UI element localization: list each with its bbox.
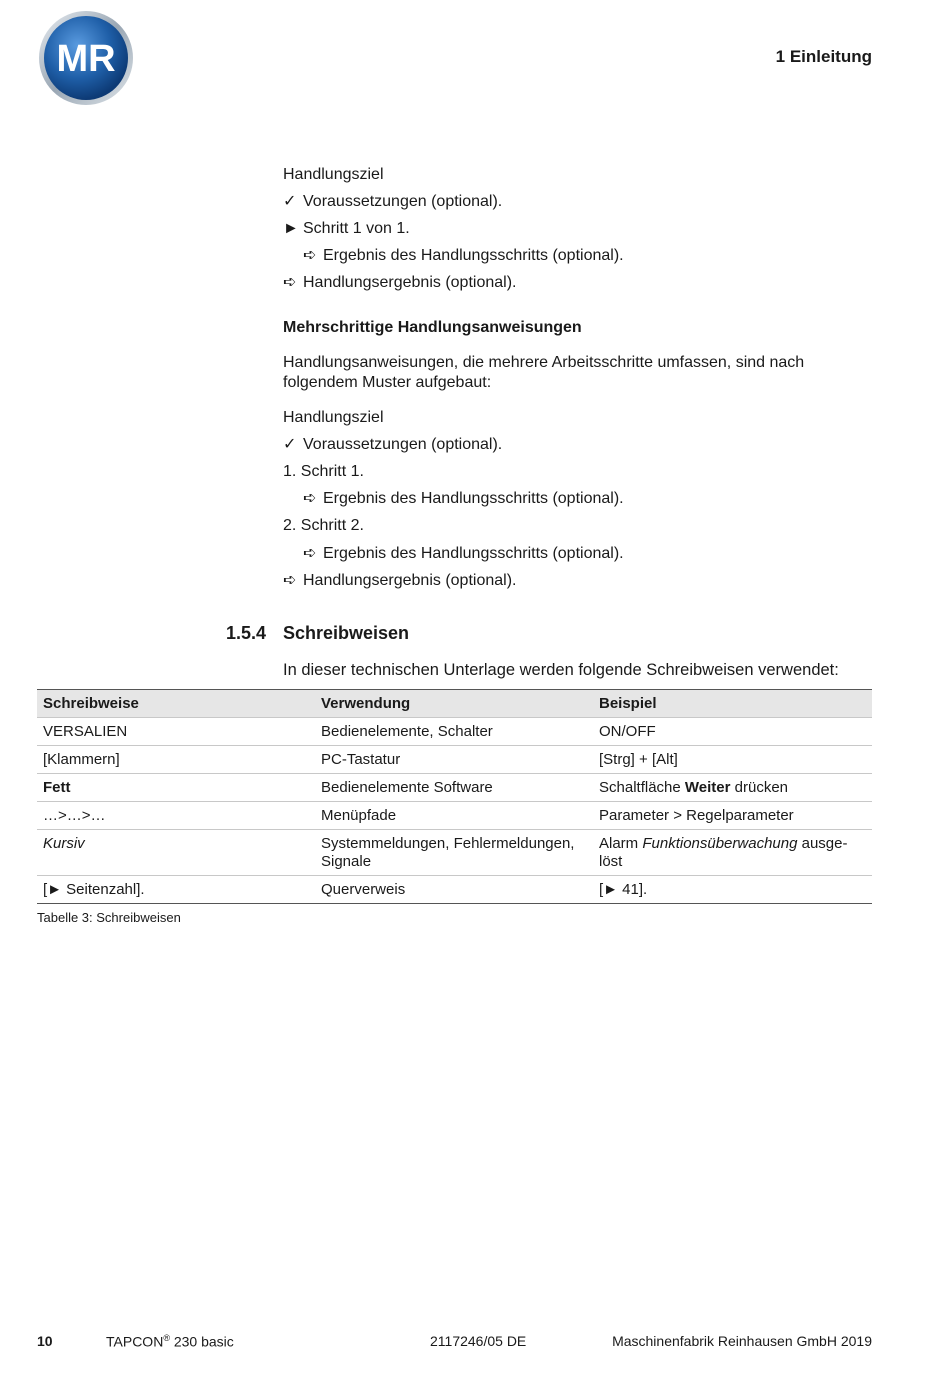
- step-2-result-line: [303, 544, 624, 564]
- product-suffix: 230 basic: [169, 1333, 234, 1350]
- step-result-text: Ergebnis des Handlungsschritts (optional).: [323, 247, 624, 264]
- column-header-verwendung: Verwendung: [315, 690, 593, 718]
- beispiel-text: drücken: [730, 779, 789, 796]
- table-row: [37, 746, 872, 774]
- cell-schreibweise: VERSALIEN: [37, 718, 315, 746]
- step-text: Schritt 1 von 1.: [303, 220, 410, 237]
- beispiel-italic: Funktionsüberwachung: [642, 835, 798, 852]
- triangle-right-icon: ►: [283, 220, 299, 237]
- mr-logo: [38, 10, 134, 106]
- cell-verwendung: Bedienelemente, Schalter: [315, 718, 593, 746]
- cell-schreibweise: [Klammern]: [37, 746, 315, 774]
- cell-schreibweise: Fett: [37, 774, 315, 802]
- check-icon: ✓: [283, 193, 297, 210]
- cell-schreibweise: [► Seitenzahl].: [37, 876, 315, 904]
- final-result-line: [283, 273, 516, 293]
- intro-line-1: Handlungsanweisungen, die mehrere Arbeitsschritte umfassen, sind nach: [283, 354, 805, 371]
- goal-line: Handlungsziel: [283, 409, 384, 426]
- check-icon: ✓: [283, 436, 297, 453]
- table-caption: Tabelle 3: Schreibweisen: [37, 910, 181, 925]
- product-text: TAPCON: [106, 1333, 164, 1350]
- beispiel-text: Schaltfläche: [599, 779, 685, 796]
- logo-text: MR: [56, 38, 116, 80]
- cell-beispiel: [593, 830, 872, 876]
- cell-verwendung: Systemmeldungen, Fehlermeldungen, Signale: [315, 830, 593, 876]
- column-header-beispiel: Beispiel: [593, 690, 872, 718]
- cell-beispiel: [593, 774, 872, 802]
- table-header-row: [37, 690, 872, 718]
- result-arrow-icon: ➪: [283, 572, 297, 589]
- prereq-line: [283, 435, 502, 455]
- table-row: [37, 718, 872, 746]
- cell-beispiel: Parameter > Regelparameter: [593, 802, 872, 830]
- section-intro: In dieser technischen Unterlage werden folgende Schreibweisen verwendet:: [283, 661, 839, 679]
- step-result-line: [303, 246, 624, 266]
- cell-verwendung: Menüpfade: [315, 802, 593, 830]
- intro-line-2: folgendem Muster aufgebaut:: [283, 374, 492, 391]
- result-arrow-icon: ➪: [303, 545, 317, 562]
- goal-line: Handlungsziel: [283, 166, 384, 183]
- step-line: [283, 219, 410, 239]
- cell-verwendung: Querverweis: [315, 876, 593, 904]
- cell-beispiel: ON/OFF: [593, 718, 872, 746]
- beispiel-text: ausge-löst: [599, 835, 848, 870]
- beispiel-text: Alarm: [599, 835, 643, 852]
- step-result-text: Ergebnis des Handlungsschritts (optional).: [323, 490, 624, 507]
- beispiel-bold: Weiter: [684, 779, 731, 796]
- prereq-text: Voraussetzungen (optional).: [303, 193, 503, 210]
- final-result-text: Handlungsergebnis (optional).: [303, 572, 517, 589]
- subheading: Mehrschrittige Handlungsanweisungen: [283, 319, 582, 336]
- cell-beispiel: [Strg] + [Alt]: [593, 746, 872, 774]
- column-header-schreibweise: Schreibweise: [37, 690, 315, 718]
- result-arrow-icon: ➪: [303, 247, 317, 264]
- result-arrow-icon: ➪: [303, 490, 317, 507]
- cell-verwendung: PC-Tastatur: [315, 746, 593, 774]
- table-row: [37, 774, 872, 802]
- table-row: [37, 830, 872, 876]
- table-row: [37, 802, 872, 830]
- registered-mark: ®: [163, 1333, 170, 1343]
- prereq-line: [283, 192, 502, 212]
- cell-schreibweise: Kursiv: [37, 830, 315, 876]
- table-row: [37, 876, 872, 904]
- cell-schreibweise: …>…>…: [37, 802, 315, 830]
- final-result-text: Handlungsergebnis (optional).: [303, 274, 517, 291]
- cell-verwendung: Bedienelemente Software: [315, 774, 593, 802]
- step-1-result-line: [303, 489, 624, 509]
- final-result-line: [283, 571, 516, 591]
- prereq-text: Voraussetzungen (optional).: [303, 436, 503, 453]
- doc-number: 2117246/05 DE: [430, 1333, 527, 1349]
- notation-table: [37, 689, 872, 904]
- section-number: 1.5.4: [226, 623, 267, 643]
- step-2-line: 2. Schritt 2.: [283, 517, 364, 534]
- step-result-text: Ergebnis des Handlungsschritts (optional).: [323, 545, 624, 562]
- step-1-line: 1. Schritt 1.: [283, 463, 364, 480]
- page-number: 10: [37, 1333, 53, 1349]
- cell-beispiel: [► 41].: [593, 876, 872, 904]
- product-name: [106, 1333, 234, 1350]
- result-arrow-icon: ➪: [283, 274, 297, 291]
- company-name: Maschinenfabrik Reinhausen GmbH 2019: [612, 1333, 872, 1349]
- chapter-title: 1 Einleitung: [775, 47, 872, 66]
- section-title: Schreibweisen: [283, 623, 410, 643]
